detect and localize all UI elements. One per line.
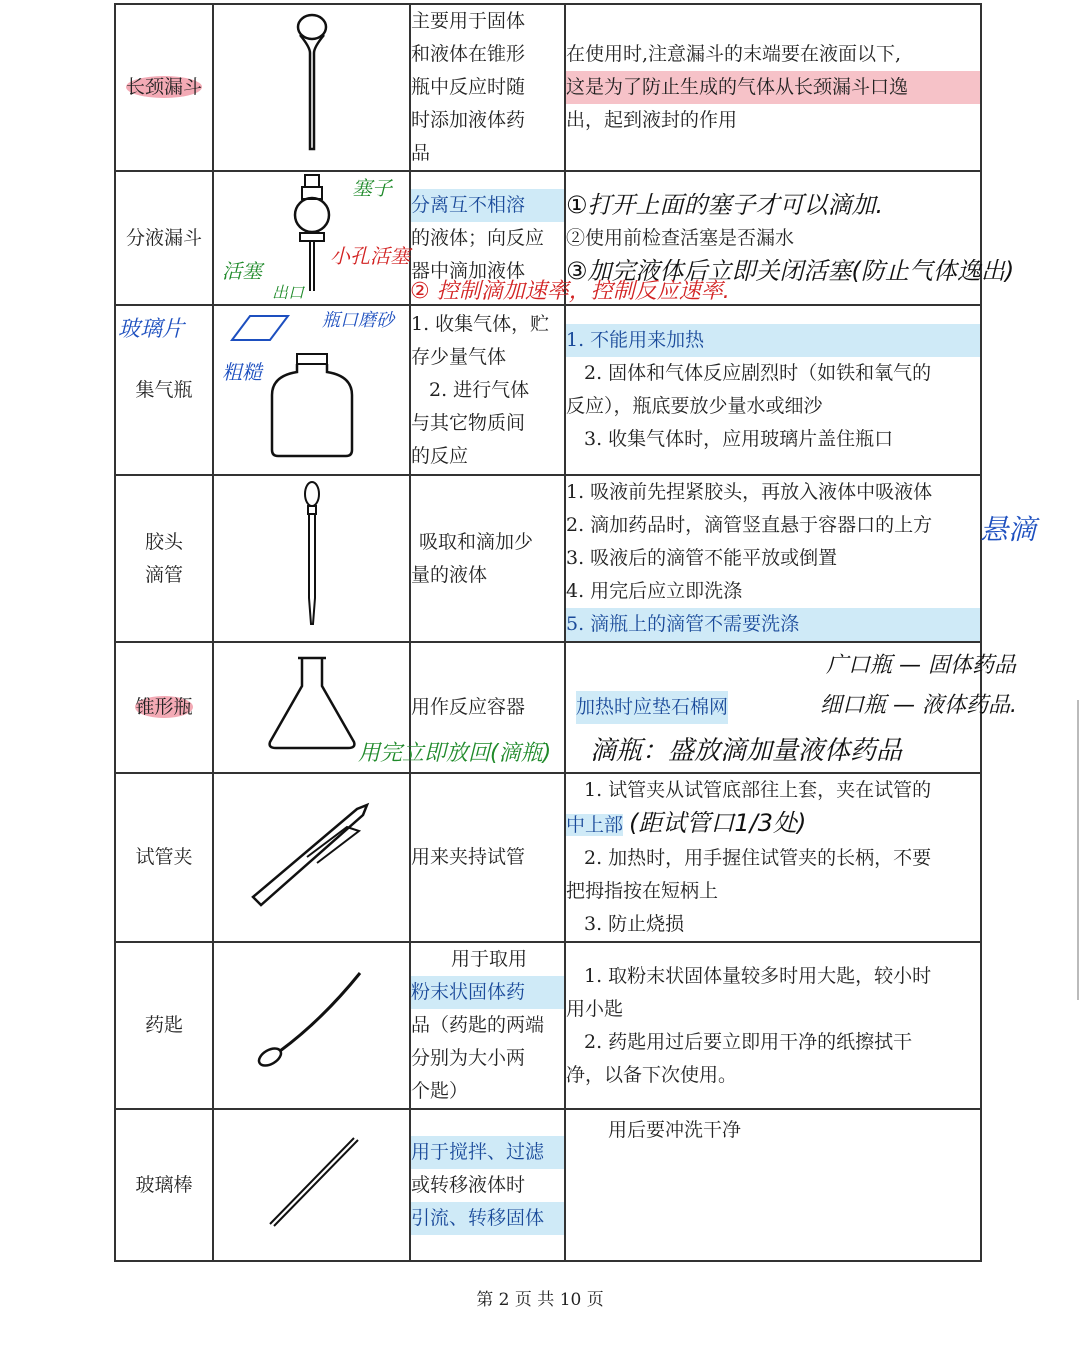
note-line: ③加完液体后立即关闭活塞(防止气体逸出) <box>566 256 1015 285</box>
use-line: 或转移液体时 <box>411 1173 526 1196</box>
note-line: 3. 收集气体时，应用玻璃片盖住瓶口 <box>584 428 894 450</box>
apparatus-name: 药匙 <box>115 942 213 1109</box>
apparatus-name: 胶头 <box>144 530 183 553</box>
row-glass-rod <box>115 1109 981 1261</box>
use-line: 分离互不相溶 <box>411 189 564 222</box>
use-line: 的液体；向反应 <box>411 226 545 249</box>
note-line: 1. 不能用来加热 <box>566 324 980 357</box>
use-line: 用于取用 <box>451 948 528 970</box>
apparatus-name: 滴管 <box>144 563 183 586</box>
use-line: 用作反应容器 <box>410 642 565 773</box>
flask-side-note-2: 细口瓶 — 液体药品. <box>820 693 1017 718</box>
note-line: 5. 滴瓶上的滴管不需要洗涤 <box>566 608 980 641</box>
use-line: 瓶中反应时随 <box>411 76 526 98</box>
conical-flask-icon <box>262 652 362 752</box>
clamp-handwritten-note: (距试管口1/3处) <box>629 809 807 837</box>
valve-label: 活塞 <box>222 259 262 283</box>
note-line: 用后要冲洗干净 <box>608 1119 742 1141</box>
note-line: 出，起到液封的作用 <box>566 109 738 131</box>
note-line: 2. 滴加药品时，滴管竖直悬于容器口的上方 <box>566 514 933 536</box>
use-line: 粉末状固体药 <box>411 976 564 1009</box>
note-line: 2. 药匙用过后要立即用干净的纸擦拭干 <box>584 1030 913 1053</box>
use-line: 用于搅拌、过滤 <box>411 1136 564 1169</box>
glass-plate-sketch-icon <box>222 312 292 344</box>
page-footer: 第 2 页 共 10 页 <box>476 1290 604 1310</box>
flask-bottom-green-note: 用完立即放回(滴瓶) <box>358 741 552 766</box>
flask-bottom-black-note: 滴瓶：盛放滴加量液体药品 <box>590 736 903 766</box>
long-neck-funnel-icon <box>282 7 342 157</box>
glass-plate-label: 玻璃片 <box>118 317 185 342</box>
use-line: 品（药匙的两端 <box>411 1014 545 1036</box>
row-medicine-spoon <box>115 942 981 1109</box>
use-line: 主要用于固体 <box>411 10 526 32</box>
note-line: 用小匙 <box>566 997 624 1020</box>
outlet-label: 出口 <box>272 283 305 302</box>
use-line: 引流、转移固体 <box>411 1202 564 1235</box>
flask-side-note-1: 广口瓶 — 固体药品 <box>826 653 1016 678</box>
glass-rod-icon <box>262 1130 362 1230</box>
apparatus-name: 集气瓶 <box>115 305 213 475</box>
use-line: 与其它物质间 <box>411 411 526 434</box>
note-line: 把拇指按在短柄上 <box>566 880 719 902</box>
gas-bottle-icon <box>262 350 362 460</box>
use-line: 1. 收集气体，贮 <box>411 312 550 335</box>
separatory-funnel-icon <box>272 173 352 293</box>
note-line: 2. 固体和气体反应剧烈时（如铁和氧气的 <box>584 362 932 384</box>
use-line: 时添加液体药 <box>411 109 526 131</box>
row-test-tube-clamp <box>115 773 981 942</box>
note-line: 4. 用完后应立即洗涤 <box>566 580 743 602</box>
note-line: 净，以备下次使用。 <box>566 1063 738 1086</box>
use-line: 2. 进行气体 <box>429 378 530 401</box>
use-line: 个匙） <box>411 1080 469 1102</box>
dropper-icon <box>297 478 327 628</box>
use-line: 和液体在锥形 <box>411 43 526 65</box>
use-line: 的反应 <box>411 444 469 467</box>
note-line: 加热时应垫石棉网 <box>576 691 728 724</box>
note-line: 1. 试管夹从试管底部往上套，夹在试管的 <box>584 779 932 801</box>
use-line: 存少量气体 <box>411 345 507 368</box>
use-line: 用来夹持试管 <box>411 846 526 868</box>
medicine-spoon-icon <box>252 965 372 1075</box>
apparatus-name: 锥形瓶 <box>135 696 193 718</box>
row-dropper <box>115 475 981 642</box>
note-line: 3. 吸液后的滴管不能平放或倒置 <box>566 547 838 569</box>
row-long-neck-funnel <box>115 4 981 171</box>
small-hole-label: 小孔活塞 <box>330 244 410 268</box>
note-line: 1. 取粉末状固体量较多时用大匙，较小时 <box>584 964 932 987</box>
use-line: 吸取和滴加少 <box>419 530 534 553</box>
test-tube-clamp-icon <box>247 797 377 907</box>
apparatus-name: 玻璃棒 <box>115 1109 213 1261</box>
apparatus-name: 长颈漏斗 <box>125 76 202 98</box>
rough-label: 粗糙 <box>222 360 262 384</box>
stopper-label: 塞子 <box>352 176 392 200</box>
apparatus-name: 试管夹 <box>115 773 213 942</box>
note-line: ①打开上面的塞子才可以滴加. <box>566 190 884 219</box>
apparatus-name: 分液漏斗 <box>115 171 213 305</box>
dropper-side-note: 悬滴 <box>980 513 1037 546</box>
use-line: 品 <box>411 142 431 164</box>
use-line: 量的液体 <box>411 563 488 586</box>
use-line: 器中滴加液体 <box>411 259 526 282</box>
note-line: 2. 加热时，用手握住试管夹的长柄，不要 <box>584 847 932 869</box>
bottle-mouth-label: 瓶口磨砂 <box>322 310 394 331</box>
use-line: 分别为大小两 <box>411 1047 526 1069</box>
note-line: 在使用时,注意漏斗的末端要在液面以下, <box>566 43 902 65</box>
note-line: ②使用前检查活塞是否漏水 <box>566 226 795 249</box>
funnel-point-2: ② 控制滴加速率，控制反应速率. <box>410 279 730 304</box>
note-line: 中上部 <box>566 814 624 836</box>
note-line: 1. 吸液前先捏紧胶头，再放入液体中吸液体 <box>566 481 933 503</box>
note-line: 反应），瓶底要放少量水或细沙 <box>566 395 823 417</box>
page-edge-line <box>1077 700 1079 1000</box>
note-line: 3. 防止烧损 <box>584 913 685 935</box>
note-line: 这是为了防止生成的气体从长颈漏斗口逸 <box>566 71 980 104</box>
